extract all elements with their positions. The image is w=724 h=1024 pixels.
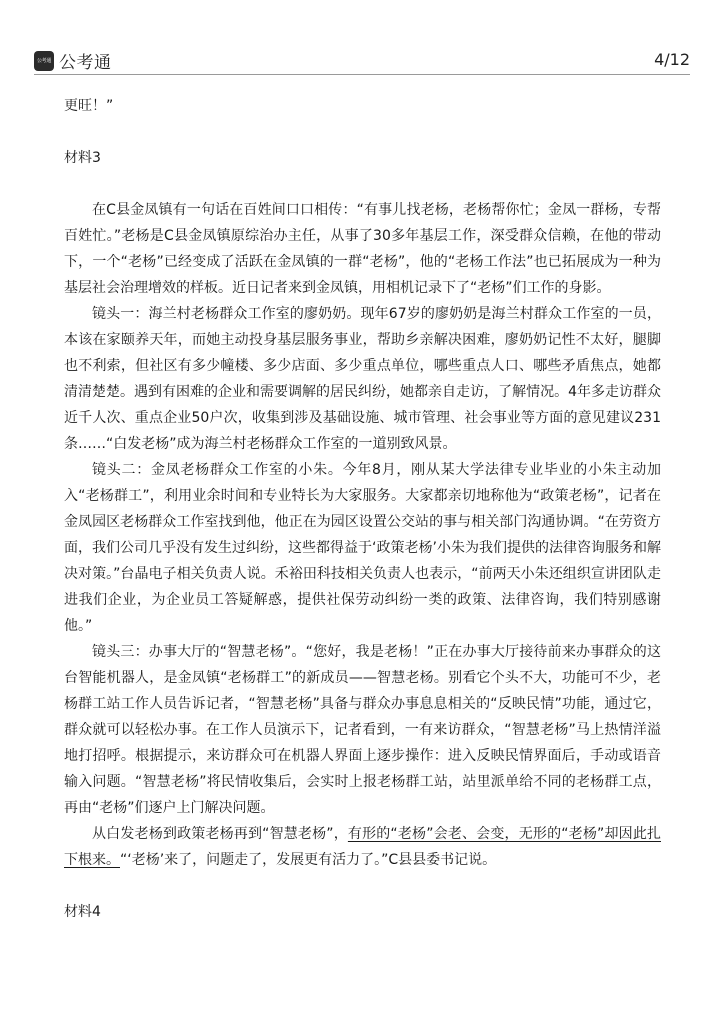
document-body [64, 93, 661, 925]
page-number: 4/12 [654, 50, 690, 69]
paragraph-conclusion [64, 821, 661, 873]
material-3-heading: 材料3 [64, 150, 101, 166]
underlined-key-sentence: 有形的“老杨”会老、会变，无形的“老杨”却因此扎下根来。 [64, 826, 661, 868]
paragraph-shot-two: 镜头二：金凤老杨群众工作室的小朱。今年8月，刚从某大学法律专业毕业的小朱主动加入“老杨群工”，利用业余时间和专业特长为大家服务。大家都亲切地称他为“政策老杨”，记者在金凤园区老杨群众工作室找到他，他正在为园区设置公交站的事与相关部门沟通协调。“在劳资方面，我们公司几乎没有发生过纠纷，这些都得益于‘政策老杨’小朱为我们提供的法律咨询服务和解决对策。”台晶电子相关负责人说。禾裕田科技相关负责人也表示，“前两天小朱还组织宣讲团队走进我们企业，为企业员工答疑解惑，提供社保劳动纠纷一类的政策、法律咨询，我们特别感谢他。” [64, 462, 661, 634]
logo-icon: 公考通 [34, 51, 54, 71]
paragraph-shot-one: 镜头一：海兰村老杨群众工作室的廖奶奶。现年67岁的廖奶奶是海兰村群众工作室的一员，本该在家颐养天年，而她主动投身基层服务事业，帮助乡亲解决困难，廖奶奶记性不太好，腿脚也不利索，但社区有多少幢楼、多少店面、多少重点单位，哪些重点人口、哪些矛盾焦点，她都清清楚楚。遇到有困难的企业和需要调解的居民纠纷，她都亲自走访，了解情况。4年多走访群众近千人次、重点企业50户次，收集到涉及基础设施、城市管理、社会事业等方面的意见建议231条……“白发老杨”成为海兰村老杨群众工作室的一道别致风景。 [64, 306, 661, 452]
paragraph-intro: 在C县金凤镇有一句话在百姓间口口相传：“有事儿找老杨，老杨帮你忙；金凤一群杨，专帮百姓忙。”老杨是C县金凤镇原综治办主任，从事了30多年基层工作，深受群众信赖，在他的带动下，一个“老杨”已经变成了活跃在金凤镇的一群“老杨”，他的“老杨工作法”也已拓展成为一种为基层社会治理增效的样板。近日记者来到金凤镇，用相机记录下了“老杨”们工作的身影。 [64, 202, 661, 296]
page-header [34, 44, 690, 75]
logo-text: 公考通 [59, 53, 112, 73]
conclusion-quote: “‘老杨’来了，问题走了，发展更有活力了。”C县县委书记说。 [120, 852, 497, 868]
material-4-heading: 材料4 [64, 904, 101, 920]
paragraph-shot-three: 镜头三：办事大厅的“智慧老杨”。“您好，我是老杨！”正在办事大厅接待前来办事群众的这台智能机器人，是金凤镇“老杨群工”的新成员——智慧老杨。别看它个头不大，功能可不少，老杨群工站工作人员告诉记者，“智慧老杨”具备与群众办事息息相关的“反映民情”功能，通过它，群众就可以轻松办事。在工作人员演示下，记者看到，一有来访群众，“智慧老杨”马上热情洋溢地打招呼。根据提示，来访群众可在机器人界面上逐步操作：进入反映民情界面后，手动或语音输入问题。“智慧老杨”将民情收集后，会实时上报老杨群工站，站里派单给不同的老杨群工点，再由“老杨”们逐户上门解决问题。 [64, 644, 661, 816]
conclusion-lead: 从白发老杨到政策老杨再到“智慧老杨”， [92, 826, 348, 842]
brand-logo [34, 48, 112, 73]
previous-paragraph-end: 更旺！” [64, 98, 114, 114]
